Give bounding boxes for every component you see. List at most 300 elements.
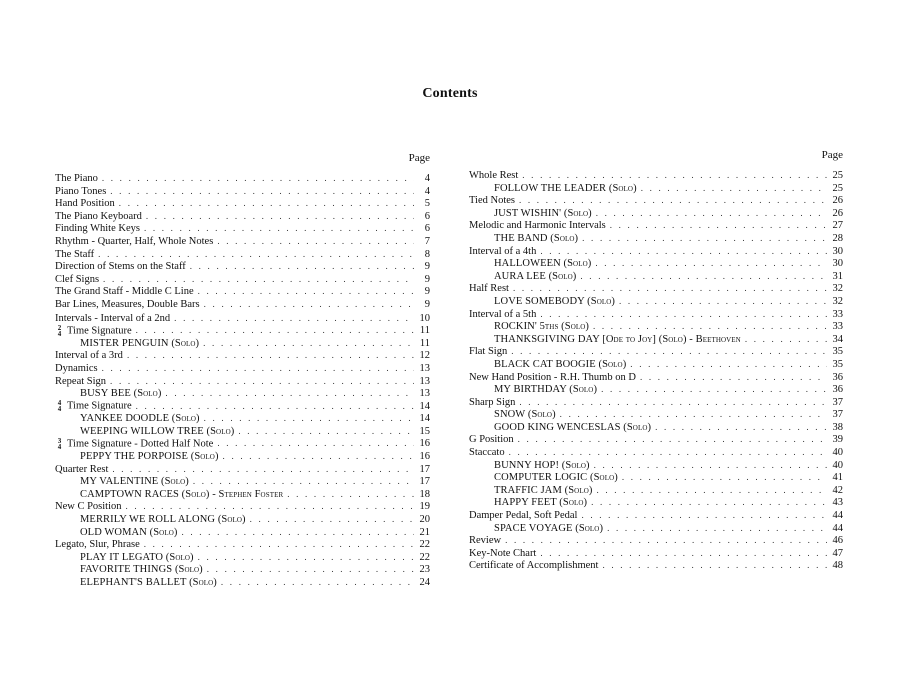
toc-entry-page-number: 25 [832, 182, 843, 194]
toc-entry-page-number: 35 [832, 346, 843, 358]
dot-leader [238, 425, 414, 438]
toc-entry-title [55, 186, 106, 199]
toc-entry-label: Dynamics [55, 362, 98, 374]
dot-leader [540, 547, 827, 560]
dot-leader [610, 219, 827, 232]
toc-entry-label: Finding White Keys [55, 223, 140, 235]
toc-entry-page-number: 31 [832, 270, 843, 282]
toc-entry-label: New C Position [55, 501, 122, 513]
toc-entry-solo [55, 412, 430, 425]
toc-entry [55, 437, 430, 450]
dot-leader [110, 185, 414, 198]
toc-entry-title [469, 346, 507, 359]
toc-entry-page-number: 44 [832, 522, 843, 534]
toc-entry-label: Quarter Rest [55, 463, 109, 475]
toc-entry-label: Interval of a 3rd [55, 350, 123, 362]
toc-entry-page-number: 40 [832, 459, 843, 471]
dot-leader [509, 446, 827, 459]
toc-entry-title [469, 258, 591, 271]
toc-entry-solo [55, 475, 430, 488]
toc-entry-label: BUSY BEE (Solo) [80, 388, 162, 400]
toc-entry-page-number: 7 [424, 235, 430, 247]
toc-entry-label: Piano Tones [55, 185, 107, 197]
toc-entry-solo [469, 320, 843, 333]
toc-entry-label: HALLOWEEN (Solo) [494, 258, 592, 270]
toc-entry-page-number: 17 [419, 476, 430, 488]
dot-leader [102, 362, 414, 375]
dot-leader [204, 298, 414, 311]
toc-entry-label: PEPPY THE PORPOISE (Solo) [80, 451, 219, 463]
toc-entry-solo [469, 333, 843, 346]
toc-entry-label: MERRILY WE ROLL ALONG (Solo) [80, 514, 246, 526]
toc-entry-title [469, 283, 509, 296]
toc-entry [55, 248, 430, 261]
toc-entry-label: ROCKIN' 5ths (Solo) [494, 321, 589, 333]
toc-entry-page-number: 37 [832, 396, 843, 408]
toc-entry-title [55, 564, 203, 577]
toc-entry [469, 308, 843, 321]
toc-entry-label: BLACK CAT BOOGIE (Solo) [494, 358, 627, 370]
dot-leader [596, 484, 827, 497]
toc-entry-label: TRAFFIC JAM (Solo) [494, 484, 593, 496]
toc-entry-page-number: 35 [832, 358, 843, 370]
toc-entry-label: WEEPING WILLOW TREE (Solo) [80, 425, 235, 437]
dot-leader [98, 248, 414, 261]
toc-entry [469, 194, 843, 207]
dot-leader [641, 182, 827, 195]
toc-entry-label: Time Signature [67, 400, 132, 412]
toc-entry-label: Legato, Slur, Phrase [55, 539, 140, 551]
dot-leader [127, 349, 414, 362]
toc-entry [55, 172, 430, 185]
toc-entry [55, 285, 430, 298]
toc-entry-page-number: 9 [424, 273, 430, 285]
toc-entry-page-number: 36 [832, 371, 843, 383]
toc-entry-page-number: 41 [832, 472, 843, 484]
toc-entry-page-number: 36 [832, 384, 843, 396]
dot-leader [165, 387, 414, 400]
toc-entry [55, 235, 430, 248]
time-signature-bottom: 4 [57, 443, 62, 452]
toc-entry-label: The Piano [55, 173, 98, 184]
toc-entry-label: Direction of Stems on the Staff [55, 261, 186, 273]
toc-entry [55, 197, 430, 210]
toc-entry-solo [55, 450, 430, 463]
time-signature-top: 2 [57, 323, 62, 332]
toc-entry-page-number: 15 [419, 425, 430, 437]
toc-entry-label: THE BAND (Solo) [494, 232, 579, 244]
dot-leader [136, 324, 414, 337]
toc-entry-label: Flat Sign [469, 346, 508, 358]
toc-entry-solo [55, 425, 430, 438]
toc-entry-label: Intervals - Interval of a 2nd [55, 312, 171, 324]
toc-entry [469, 169, 843, 182]
toc-entry-label: Staccato [469, 447, 505, 459]
toc-entry-title [469, 208, 592, 221]
toc-entry-page-number: 4 [424, 173, 430, 184]
toc-entry-page-number: 16 [419, 451, 430, 463]
dot-leader [619, 295, 827, 308]
toc-entry [55, 260, 430, 273]
toc-entry-solo [55, 513, 430, 526]
dot-leader [103, 273, 414, 286]
toc-entry-page-number: 9 [424, 261, 430, 273]
time-signature-top: 3 [57, 437, 62, 446]
toc-entry-label: Melodic and Harmonic Intervals [469, 220, 606, 232]
toc-list-left [55, 172, 430, 589]
toc-entry-solo [55, 551, 430, 564]
dot-leader [217, 235, 414, 248]
toc-entry-title [469, 321, 589, 334]
toc-entry [55, 538, 430, 551]
dot-leader [190, 260, 414, 273]
dot-leader [146, 210, 414, 223]
dot-leader [596, 207, 827, 220]
toc-entry-page-number: 8 [424, 248, 430, 260]
toc-entry-page-number: 6 [424, 223, 430, 235]
toc-entry-solo [469, 421, 843, 434]
toc-entry-page-number: 48 [832, 560, 843, 572]
toc-entry [469, 396, 843, 409]
toc-entry-solo [469, 408, 843, 421]
dot-leader [221, 576, 414, 589]
toc-entry-page-number: 4 [424, 185, 430, 197]
toc-entry [469, 245, 843, 258]
toc-entry-title [55, 363, 98, 376]
dot-leader [110, 375, 414, 388]
toc-entry-title [55, 413, 200, 426]
toc-entry [469, 509, 843, 522]
dot-leader [519, 396, 827, 409]
time-signature-icon [55, 400, 64, 412]
toc-entry-title [55, 223, 140, 236]
dot-leader [580, 270, 827, 283]
toc-entry-page-number: 33 [832, 308, 843, 320]
dot-leader [540, 245, 827, 258]
toc-entry-page-number: 32 [832, 283, 843, 295]
toc-entry-page-number: 25 [832, 170, 843, 181]
toc-entry-label: OLD WOMAN (Solo) [80, 526, 178, 538]
toc-entry-title [469, 548, 536, 561]
toc-entry-label: Interval of a 4th [469, 245, 537, 257]
toc-entry-title [469, 246, 536, 259]
toc-entry [469, 345, 843, 358]
toc-entry-solo [469, 496, 843, 509]
toc-entry-title [55, 299, 200, 312]
dot-leader [519, 194, 827, 207]
toc-entry-title [55, 376, 106, 389]
toc-entry-page-number: 13 [419, 375, 430, 387]
toc-entry-label: Interval of a 5th [469, 308, 537, 320]
toc-entry [55, 400, 430, 413]
toc-entry-label: Review [469, 535, 502, 547]
toc-entry-solo [469, 471, 843, 484]
dot-leader [505, 534, 827, 547]
dot-leader [640, 371, 827, 384]
dot-leader [591, 496, 827, 509]
toc-entry-title [469, 447, 505, 460]
toc-entry [55, 349, 430, 362]
toc-entry-solo [55, 488, 430, 501]
toc-entry-label: MY BIRTHDAY (Solo) [494, 384, 598, 396]
toc-entry-solo [55, 387, 430, 400]
dot-leader [560, 408, 827, 421]
toc-entry [469, 534, 843, 547]
toc-entry-page-number: 26 [832, 195, 843, 207]
dot-leader [602, 559, 827, 572]
toc-entry-page-number: 44 [832, 510, 843, 522]
toc-entry [469, 559, 843, 572]
toc-entry-page-number: 32 [832, 295, 843, 307]
toc-entry [55, 210, 430, 223]
toc-entry-title [469, 397, 515, 410]
dot-leader [193, 475, 414, 488]
toc-entry-title [55, 249, 94, 262]
toc-entry-page-number: 13 [419, 362, 430, 374]
dot-leader [745, 333, 827, 346]
time-signature-bottom: 4 [57, 329, 62, 338]
toc-entry-page-number: 30 [832, 258, 843, 270]
toc-entry-label: Repeat Sign [55, 375, 107, 387]
toc-entry-page-number: 16 [419, 438, 430, 450]
toc-entry-label: COMPUTER LOGIC (Solo) [494, 472, 618, 484]
toc-entry-solo [55, 576, 430, 589]
toc-entry-title [469, 535, 501, 548]
toc-entry-page-number: 24 [419, 577, 430, 588]
toc-entry-page-number: 30 [832, 245, 843, 257]
toc-entry [469, 547, 843, 560]
toc-entry-label: Bar Lines, Measures, Double Bars [55, 298, 200, 310]
dot-leader [595, 257, 827, 270]
toc-entry-title [55, 426, 234, 439]
toc-entry-label: JUST WISHIN' (Solo) [494, 207, 592, 219]
toc-entry-page-number: 46 [832, 535, 843, 547]
toc-column-right [469, 149, 843, 572]
dot-leader [622, 471, 827, 484]
toc-entry-page-number: 11 [419, 337, 430, 349]
toc-entry-title [469, 409, 556, 422]
toc-entry-title [55, 552, 194, 565]
toc-entry-title [469, 485, 592, 498]
time-signature-icon [55, 325, 64, 337]
toc-entry-label: The Piano Keyboard [55, 210, 142, 222]
toc-entry-label: FOLLOW THE LEADER (Solo) [494, 182, 637, 194]
toc-entry-solo [469, 522, 843, 535]
toc-entry-label: Time Signature - Dotted Half Note [67, 438, 214, 450]
toc-entry-page-number: 9 [424, 286, 430, 298]
toc-entry-title [469, 560, 598, 573]
dot-leader [581, 509, 827, 522]
toc-entry-page-number: 47 [832, 547, 843, 559]
toc-entry-title [55, 539, 140, 552]
toc-entry-solo [469, 182, 843, 195]
page-column-header: Page [821, 149, 843, 161]
toc-entry [469, 371, 843, 384]
toc-entry-page-number: 43 [832, 497, 843, 509]
dot-leader [511, 345, 827, 358]
time-signature-icon [55, 438, 64, 450]
toc-entry-page-number: 39 [832, 434, 843, 446]
toc-entry-title [469, 497, 587, 510]
toc-entry-page-number: 33 [832, 321, 843, 333]
dot-leader [518, 433, 827, 446]
toc-entry [55, 273, 430, 286]
toc-entry-solo [469, 207, 843, 220]
toc-entry-label: The Staff [55, 248, 95, 260]
toc-entry-solo [469, 459, 843, 472]
toc-entry-page-number: 13 [419, 388, 430, 400]
toc-entry-solo [469, 358, 843, 371]
toc-entry-page-number: 10 [419, 312, 430, 324]
dot-leader [601, 383, 827, 396]
toc-entry [55, 362, 430, 375]
dot-leader [287, 488, 414, 501]
toc-entry-page-number: 11 [419, 325, 430, 337]
toc-entry-title [55, 476, 189, 489]
toc-entry-page-number: 26 [832, 207, 843, 219]
toc-entry-label: MISTER PENGUIN (Solo) [80, 337, 200, 349]
toc-entry-title [469, 359, 626, 372]
dot-leader [119, 197, 414, 210]
toc-entry-page-number: 21 [419, 526, 430, 538]
toc-entry-page-number: 40 [832, 447, 843, 459]
toc-entry-solo [55, 337, 430, 350]
toc-entry-page-number: 14 [419, 400, 430, 412]
dot-leader [540, 308, 827, 321]
toc-entry-page-number: 18 [419, 488, 430, 500]
toc-entry-page-number: 42 [832, 484, 843, 496]
toc-entry-solo [469, 232, 843, 245]
dot-leader [513, 282, 827, 295]
toc-entry-title [469, 170, 518, 183]
toc-entry [55, 185, 430, 198]
toc-entry-title [469, 510, 577, 523]
toc-entry [469, 446, 843, 459]
toc-entry-page-number: 27 [832, 220, 843, 232]
toc-entry-label: Rhythm - Quarter, Half, Whole Notes [55, 235, 214, 247]
toc-entry-page-number: 20 [419, 514, 430, 526]
toc-entry-page-number: 23 [419, 564, 430, 576]
time-signature-bottom: 4 [57, 405, 62, 414]
toc-entry-label: BUNNY HOP! (Solo) [494, 459, 590, 471]
toc-entry-title [55, 198, 115, 211]
toc-entry-label: Key-Note Chart [469, 547, 537, 559]
page-column-header: Page [408, 152, 430, 164]
toc-entry-title [55, 464, 108, 477]
toc-entry-page-number: 19 [419, 501, 430, 513]
toc-entry-page-number: 14 [419, 413, 430, 425]
toc-entry-page-number: 9 [424, 298, 430, 310]
toc-entry-page-number: 5 [424, 198, 430, 210]
toc-entry-label: Whole Rest [469, 170, 519, 181]
toc-entry-label: New Hand Position - R.H. Thumb on D [469, 371, 636, 383]
toc-entry [55, 298, 430, 311]
toc-entry [55, 222, 430, 235]
toc-entry-title [55, 274, 99, 287]
toc-entry [469, 433, 843, 446]
dot-leader [181, 526, 414, 539]
toc-entry-title [55, 577, 217, 590]
toc-entry-page-number: 6 [424, 210, 430, 222]
toc-entry-label: Sharp Sign [469, 396, 516, 408]
dot-leader [522, 169, 827, 182]
dot-leader [144, 538, 414, 551]
toc-entry-label: Certificate of Accomplishment [469, 560, 599, 572]
toc-entry-label: HAPPY FEET (Solo) [494, 497, 588, 509]
toc-entry [55, 500, 430, 513]
toc-entry-title [55, 325, 132, 338]
dot-leader [136, 400, 414, 413]
toc-entry-title [469, 195, 515, 208]
dot-leader [594, 459, 827, 472]
toc-entry-page-number: 28 [832, 232, 843, 244]
toc-entry-title [55, 400, 132, 413]
toc-entry-page-number: 17 [419, 463, 430, 475]
dot-leader [198, 285, 414, 298]
toc-list-right [469, 169, 843, 572]
toc-entry-page-number: 22 [419, 551, 430, 563]
toc-entry-label: SNOW (Solo) [494, 409, 556, 421]
toc-entry-label: THANKSGIVING DAY [Ode to Joy] (Solo) - Beethoven [494, 333, 741, 345]
toc-entry-solo [469, 257, 843, 270]
time-signature-top: 4 [57, 399, 62, 408]
toc-entry-label: ELEPHANT'S BALLET (Solo) [80, 577, 217, 588]
toc-entry-label: Hand Position [55, 198, 115, 210]
dot-leader [250, 513, 414, 526]
toc-entry [55, 312, 430, 325]
toc-entry-label: PLAY IT LEGATO (Solo) [80, 551, 194, 563]
dot-leader [223, 450, 414, 463]
toc-entry-label: Tied Notes [469, 195, 515, 207]
toc-entry-solo [55, 563, 430, 576]
dot-leader [217, 437, 414, 450]
toc-entry-label: Clef Signs [55, 273, 100, 285]
toc-entry-title [55, 438, 213, 451]
toc-entry-label: FAVORITE THINGS (Solo) [80, 564, 203, 576]
toc-entry-title [55, 501, 122, 514]
toc-entry-page-number: 37 [832, 409, 843, 421]
toc-entry [55, 324, 430, 337]
toc-entry-solo [55, 526, 430, 539]
dot-leader [198, 551, 414, 564]
toc-entry-page-number: 34 [832, 333, 843, 345]
toc-entry-title [469, 309, 536, 322]
toc-entry-label: GOOD KING WENCESLAS (Solo) [494, 421, 652, 433]
toc-entry [55, 463, 430, 476]
dot-leader [126, 500, 414, 513]
dot-leader [607, 522, 827, 535]
dot-leader [207, 563, 414, 576]
toc-entry-title [469, 434, 514, 447]
toc-entry-label: AURA LEE (Solo) [494, 270, 577, 282]
toc-entry-label: MY VALENTINE (Solo) [80, 476, 189, 488]
dot-leader [582, 232, 827, 245]
toc-entry-label: SPACE VOYAGE (Solo) [494, 522, 604, 534]
toc-entry-page-number: 38 [832, 421, 843, 433]
toc-entry-label: Damper Pedal, Soft Pedal [469, 510, 578, 522]
toc-entry-label: CAMPTOWN RACES (Solo) - Stephen Foster [80, 488, 284, 500]
dot-leader [112, 463, 414, 476]
dot-leader [144, 222, 414, 235]
toc-entry-label: Time Signature [67, 325, 132, 337]
toc-entry-solo [469, 484, 843, 497]
dot-leader [174, 312, 414, 325]
dot-leader [655, 421, 827, 434]
toc-entry-label: The Grand Staff - Middle C Line [55, 286, 194, 298]
dot-leader [630, 358, 827, 371]
dot-leader [203, 337, 414, 350]
page-title: Contents [422, 86, 478, 101]
